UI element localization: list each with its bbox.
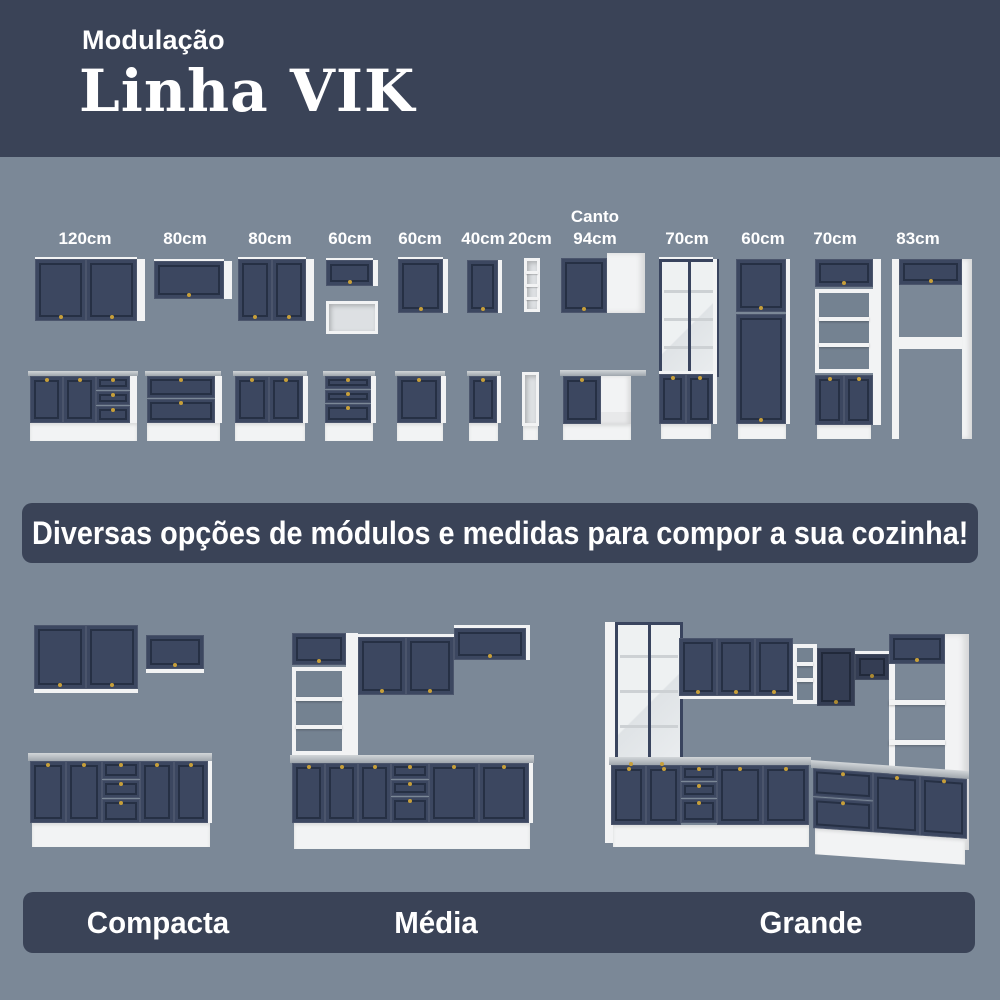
white — [130, 376, 137, 423]
module-wall-60cm — [398, 257, 448, 314]
nich-in — [525, 375, 536, 423]
cab-drawer — [391, 780, 429, 796]
white — [529, 763, 533, 823]
size-label-canto-line1: Canto — [570, 207, 620, 226]
module-base-60cm-drawers — [323, 371, 379, 441]
size-label-20cm: 20cm — [508, 229, 552, 248]
size-label-60cm-2: 60cm — [398, 229, 442, 248]
size-label-70cm-1: 70cm — [665, 229, 709, 248]
white — [962, 259, 972, 439]
cab-door — [63, 376, 96, 423]
module-base-120cm — [28, 371, 140, 441]
module-wall-60cm-flip-niche — [326, 258, 378, 334]
cab-door — [325, 763, 358, 823]
cab-drawer — [102, 799, 140, 823]
module-base-80cm-doors — [233, 371, 311, 441]
footer-label-grande: Grande — [759, 905, 863, 940]
cab-door — [272, 259, 306, 321]
grande-right-base-run — [811, 760, 969, 871]
cab-plinth — [613, 825, 809, 847]
nich — [524, 258, 540, 312]
kitchen-media — [290, 622, 540, 849]
cab-door — [358, 763, 391, 823]
openu — [815, 289, 873, 373]
cab-plinth — [30, 423, 137, 441]
cab-door — [358, 637, 406, 695]
size-label-80cm-2: 80cm — [248, 229, 292, 248]
cab-door — [679, 638, 717, 696]
cab-door — [174, 761, 208, 823]
openu — [292, 667, 346, 755]
cab-door — [717, 638, 755, 696]
module-wall-20cm-open-shelf — [524, 258, 540, 312]
module-wall-canto-94cm — [561, 253, 645, 313]
countertop — [290, 755, 534, 763]
shelf-bar — [889, 700, 945, 705]
module-base-40cm — [467, 371, 503, 441]
shelf-bar — [296, 725, 342, 729]
white — [208, 761, 212, 823]
cab-drawer — [391, 797, 429, 823]
cab-plinth — [147, 423, 220, 441]
size-label-40cm: 40cm — [461, 229, 505, 248]
white — [224, 261, 232, 299]
cab-door — [429, 763, 479, 823]
cab-drawer — [147, 376, 215, 398]
size-label-60cm-1: 60cm — [328, 229, 372, 248]
openu — [793, 644, 817, 704]
countertop — [28, 753, 212, 761]
size-label-83cm: 83cm — [896, 229, 940, 248]
cab-drawer — [325, 376, 371, 389]
glass-mull — [688, 262, 691, 374]
module-tall-70cm-open — [815, 257, 881, 439]
size-label-70cm-2: 70cm — [813, 229, 857, 248]
cab-plinth — [294, 823, 530, 849]
cab-door — [34, 625, 86, 689]
cab-plinth — [817, 425, 871, 439]
white — [303, 376, 308, 423]
kitchen-grande — [595, 618, 975, 863]
white — [601, 376, 631, 424]
cab-door — [146, 635, 204, 669]
shelf-bar — [296, 697, 342, 701]
kitchen-compacta — [28, 620, 218, 850]
cab-door — [406, 637, 454, 695]
nshelf — [526, 271, 538, 274]
footer-label-compacta: Compacta — [86, 905, 230, 940]
header-eyebrow: Modulação — [82, 25, 225, 55]
cab-door — [659, 374, 686, 424]
cab-door — [920, 776, 967, 839]
cab-door — [66, 761, 102, 823]
cab-door — [717, 765, 763, 825]
module-base-60cm-door — [395, 371, 449, 441]
white — [497, 376, 501, 423]
shelf-bar — [819, 343, 869, 347]
white — [679, 696, 793, 699]
nich-in — [329, 304, 375, 331]
banner-text: Diversas opções de módulos e medidas para compor a sua cozinha! — [31, 514, 969, 551]
cab-door — [30, 376, 63, 423]
cab-door — [815, 259, 873, 287]
cab-plinth — [738, 424, 786, 439]
cab-drawer — [96, 406, 130, 423]
white — [526, 628, 530, 660]
white — [873, 259, 881, 425]
white — [498, 260, 502, 313]
cab-door — [35, 259, 86, 321]
cab-door — [899, 259, 962, 285]
nich — [522, 372, 539, 426]
cab-drawer — [102, 780, 140, 798]
white — [137, 259, 145, 321]
cab-door — [454, 628, 526, 660]
cab-door — [238, 259, 272, 321]
white — [215, 376, 222, 423]
module-tall-70cm-glass — [659, 257, 717, 439]
cab-door — [855, 654, 889, 680]
white — [441, 376, 446, 423]
cab-door — [646, 765, 681, 825]
cab-plinth — [397, 423, 443, 441]
white — [373, 260, 378, 286]
white — [306, 259, 314, 321]
cab-door — [736, 314, 786, 424]
nshelf — [526, 297, 538, 300]
cab-door — [140, 761, 174, 823]
cab-door — [563, 376, 601, 424]
cab-door — [873, 772, 920, 835]
cab-plinth — [661, 424, 711, 439]
cab-door — [398, 259, 443, 313]
cab-drawer — [813, 797, 873, 832]
cab-door — [154, 261, 224, 299]
cab-plinth — [563, 424, 631, 440]
white — [892, 259, 899, 439]
cab-door — [763, 765, 809, 825]
cab-door — [30, 761, 66, 823]
module-wall-80cm-flip — [154, 259, 232, 303]
cab-door — [467, 260, 498, 313]
cab-drawer — [147, 399, 215, 423]
module-base-canto-94cm — [560, 370, 646, 441]
size-label-80cm-1: 80cm — [163, 229, 207, 248]
cab-door — [889, 634, 945, 664]
cab-plinth — [469, 423, 498, 441]
nshelf — [526, 284, 538, 287]
cab-door — [86, 259, 137, 321]
glass — [615, 622, 683, 764]
cab-drawer — [813, 768, 873, 800]
glass-doors — [659, 259, 719, 377]
shelf-bar — [797, 678, 813, 682]
size-label-120cm: 120cm — [58, 229, 112, 248]
white — [371, 376, 376, 423]
cab-door — [292, 763, 325, 823]
countertop — [609, 757, 811, 765]
module-tall-60cm — [736, 257, 790, 439]
cab-door — [397, 376, 441, 423]
shelf-bar — [797, 662, 813, 666]
cab-drawer — [391, 763, 429, 779]
cab-door — [686, 374, 713, 424]
white — [899, 337, 962, 349]
nich — [326, 301, 378, 334]
cab-door — [736, 259, 786, 312]
white — [346, 633, 358, 755]
module-base-80cm-drawers — [145, 371, 225, 441]
cab-door — [815, 375, 844, 425]
cab-drawer — [325, 404, 371, 423]
module-wall-120cm — [33, 257, 145, 323]
white — [607, 253, 645, 313]
footer-label-media: Média — [394, 905, 478, 940]
white — [443, 259, 448, 313]
white — [146, 669, 204, 673]
cab-drawer — [96, 376, 130, 390]
cab-plinth — [32, 823, 210, 847]
shelf-bar — [819, 317, 869, 321]
cab-door — [292, 633, 346, 665]
cab-plinth — [523, 426, 538, 440]
cab-drawer — [96, 391, 130, 405]
glass-mull — [648, 625, 651, 761]
size-label-60cm-3: 60cm — [741, 229, 785, 248]
module-tall-83cm-frame — [892, 257, 972, 439]
module-wall-40cm — [467, 258, 502, 314]
cab-drawer — [681, 799, 717, 823]
shelf-bar — [889, 740, 945, 745]
header-band — [0, 0, 1000, 157]
white — [786, 259, 790, 424]
cab-door — [86, 625, 138, 689]
cab-drawer — [681, 765, 717, 781]
page-title: Linha VIK — [79, 57, 416, 125]
white — [34, 689, 138, 693]
size-label-canto-line2: 94cm — [573, 229, 617, 248]
cab-drawer — [325, 390, 371, 403]
cab-door — [235, 376, 269, 423]
cab-door — [611, 765, 646, 825]
cab-door — [844, 375, 873, 425]
cab-door — [269, 376, 303, 423]
cab-door — [326, 260, 373, 286]
banner — [22, 503, 978, 563]
cab-plinth — [235, 423, 305, 441]
white — [713, 259, 717, 424]
cab-door — [817, 648, 855, 706]
cab-plinth — [325, 423, 373, 441]
cab-door — [561, 258, 607, 313]
footer-band — [23, 892, 975, 953]
module-base-20cm-open — [522, 372, 539, 440]
cab-drawer — [102, 761, 140, 779]
cab-door — [479, 763, 529, 823]
cab-door — [755, 638, 793, 696]
cab-door — [469, 376, 497, 423]
module-wall-80cm — [236, 257, 314, 323]
cab-drawer — [681, 782, 717, 798]
